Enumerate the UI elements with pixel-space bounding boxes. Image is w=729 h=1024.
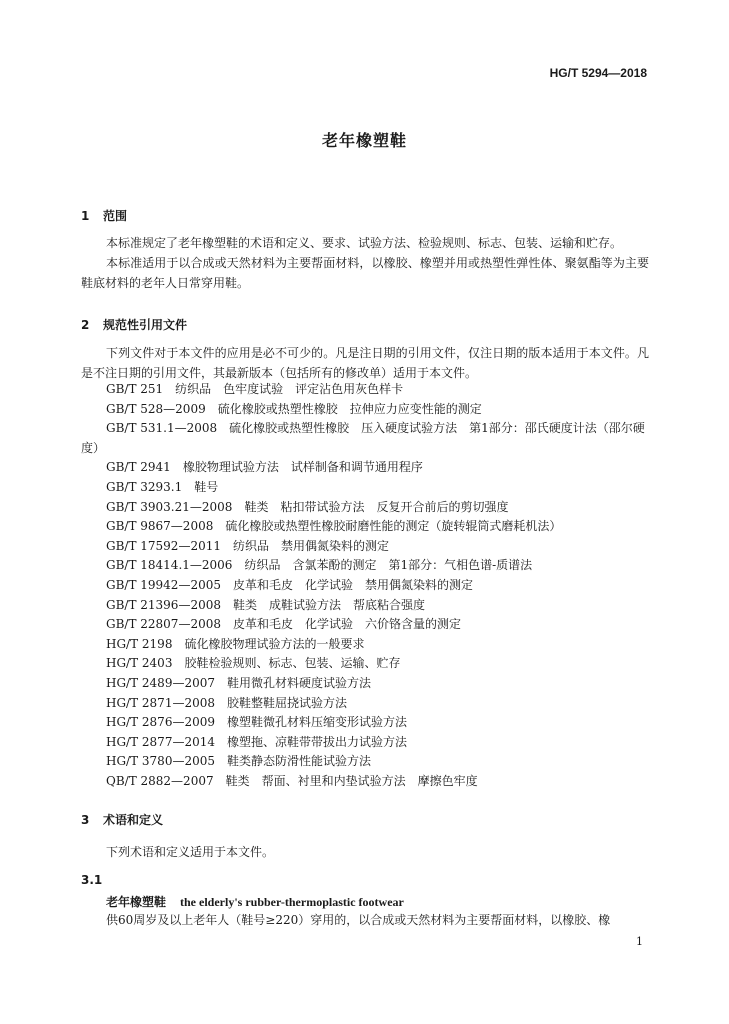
reference-title: 鞋类静态防滑性能试验方法 xyxy=(227,754,372,769)
reference-title: 鞋类 帮面、衬里和内垫试验方法 摩擦色牢度 xyxy=(225,773,478,788)
reference-code: HG/T 2489—2007 xyxy=(106,675,215,690)
reference-title: 皮革和毛皮 化学试验 六价铬含量的测定 xyxy=(232,617,461,632)
standard-code: HG/T 5294—2018 xyxy=(549,66,647,80)
reference-code: HG/T 2877—2014 xyxy=(106,734,215,749)
reference-item xyxy=(81,615,651,635)
reference-list xyxy=(81,380,651,791)
section-title: 范围 xyxy=(103,209,128,223)
section-heading-normative-refs xyxy=(81,316,187,333)
reference-code: HG/T 2876—2009 xyxy=(106,715,215,730)
reference-code: HG/T 2198 xyxy=(106,636,173,651)
reference-item xyxy=(81,400,651,420)
reference-code: GB/T 22807—2008 xyxy=(106,617,221,632)
reference-title: 胶鞋整鞋屈挠试验方法 xyxy=(227,695,348,710)
reference-item xyxy=(81,517,651,537)
reference-code: GB/T 21396—2008 xyxy=(106,597,221,612)
reference-item xyxy=(81,380,651,400)
section-heading-scope xyxy=(81,207,127,224)
reference-title: 硫化橡胶或热塑性橡胶 拉伸应力应变性能的测定 xyxy=(217,401,482,416)
reference-title: 橡塑拖、凉鞋带带拔出力试验方法 xyxy=(227,734,408,749)
reference-title: 鞋类 成鞋试验方法 帮底粘合强度 xyxy=(232,597,425,612)
reference-item xyxy=(81,419,651,458)
reference-code: GB/T 531.1—2008 xyxy=(106,421,218,436)
reference-title: 纺织品 禁用偶氮染料的测定 xyxy=(232,538,389,553)
reference-item xyxy=(81,498,651,518)
document-title: 老年橡塑鞋 xyxy=(321,131,407,150)
reference-title: 胶鞋检验规则、标志、包装、运输、贮存 xyxy=(184,656,401,671)
terms-intro: 下列术语和定义适用于本文件。 xyxy=(106,845,275,859)
reference-code: GB/T 3293.1 xyxy=(106,479,183,494)
reference-code: GB/T 17592—2011 xyxy=(106,538,221,553)
reference-item xyxy=(81,556,651,576)
reference-code: GB/T 9867—2008 xyxy=(106,519,214,534)
section-number: 1 xyxy=(81,209,90,223)
section-number: 3 xyxy=(81,813,90,827)
reference-code: GB/T 19942—2005 xyxy=(106,577,221,592)
reference-title: 硫化橡胶或热塑性橡胶 压入硬度试验方法 第1部分：邵氏硬度计法（邵尔硬度） xyxy=(81,421,645,455)
reference-title: 纺织品 色牢度试验 评定沾色用灰色样卡 xyxy=(175,382,404,396)
section-title: 术语和定义 xyxy=(103,813,164,827)
section-title: 规范性引用文件 xyxy=(103,318,188,332)
reference-item xyxy=(81,772,651,792)
scope-paragraph-1: 本标准规定了老年橡塑鞋的术语和定义、要求、试验方法、检验规则、标志、包装、运输和贮存。 xyxy=(106,236,623,250)
section-heading-terms xyxy=(81,811,163,828)
page-number: 1 xyxy=(636,935,643,948)
reference-title: 鞋用微孔材料硬度试验方法 xyxy=(227,675,372,690)
scope-paragraph-2: 本标准适用于以合成或天然材料为主要帮面材料，以橡胶、橡塑并用或热塑性弹性体、聚氨酯等为主要鞋底材料的老年人日常穿用鞋。 xyxy=(81,256,649,290)
reference-title: 纺织品 含氯苯酚的测定 第1部分：气相色谱-质谱法 xyxy=(244,558,533,573)
reference-code: QB/T 2882—2007 xyxy=(106,773,214,788)
term-heading xyxy=(106,893,404,910)
reference-code: HG/T 2871—2008 xyxy=(106,695,215,710)
reference-code: GB/T 251 xyxy=(106,382,164,396)
term-definition: 供60周岁及以上老年人（鞋号≥220）穿用的，以合成或天然材料为主要帮面材料，以橡胶、橡 xyxy=(106,913,611,927)
reference-code: GB/T 3903.21—2008 xyxy=(106,499,233,514)
reference-item xyxy=(81,674,651,694)
normative-refs-intro: 下列文件对于本文件的应用是必不可少的。凡是注日期的引用文件，仅注日期的版本适用于本文件。凡是不注日期的引用文件，其最新版本（包括所有的修改单）适用于本文件。 xyxy=(81,346,649,380)
reference-code: GB/T 2941 xyxy=(106,460,171,475)
reference-title: 橡塑鞋微孔材料压缩变形试验方法 xyxy=(227,715,408,730)
term-number: 3.1 xyxy=(81,873,103,887)
reference-item xyxy=(81,458,651,478)
reference-title: 硫化橡胶物理试验方法的一般要求 xyxy=(184,636,365,651)
section-number: 2 xyxy=(81,318,90,332)
reference-item xyxy=(81,713,651,733)
reference-title: 皮革和毛皮 化学试验 禁用偶氮染料的测定 xyxy=(232,577,473,592)
reference-item xyxy=(81,537,651,557)
reference-code: HG/T 3780—2005 xyxy=(106,754,215,769)
reference-item xyxy=(81,752,651,772)
reference-item xyxy=(81,635,651,655)
reference-item xyxy=(81,478,651,498)
reference-code: GB/T 18414.1—2006 xyxy=(106,558,233,573)
reference-item xyxy=(81,654,651,674)
reference-item xyxy=(81,694,651,714)
reference-code: HG/T 2403 xyxy=(106,656,173,671)
term-english: the elderly's rubber-thermoplastic footwear xyxy=(180,895,404,909)
term-chinese: 老年橡塑鞋 xyxy=(106,895,167,909)
reference-title: 鞋类 粘扣带试验方法 反复开合前后的剪切强度 xyxy=(244,499,509,514)
reference-item xyxy=(81,733,651,753)
reference-title: 鞋号 xyxy=(194,479,219,494)
reference-item xyxy=(81,596,651,616)
reference-item xyxy=(81,576,651,596)
reference-title: 硫化橡胶或热塑性橡胶耐磨性能的测定（旋转辊筒式磨耗机法） xyxy=(225,519,562,534)
reference-code: GB/T 528—2009 xyxy=(106,401,206,416)
reference-title: 橡胶物理试验方法 试样制备和调节通用程序 xyxy=(182,460,423,475)
